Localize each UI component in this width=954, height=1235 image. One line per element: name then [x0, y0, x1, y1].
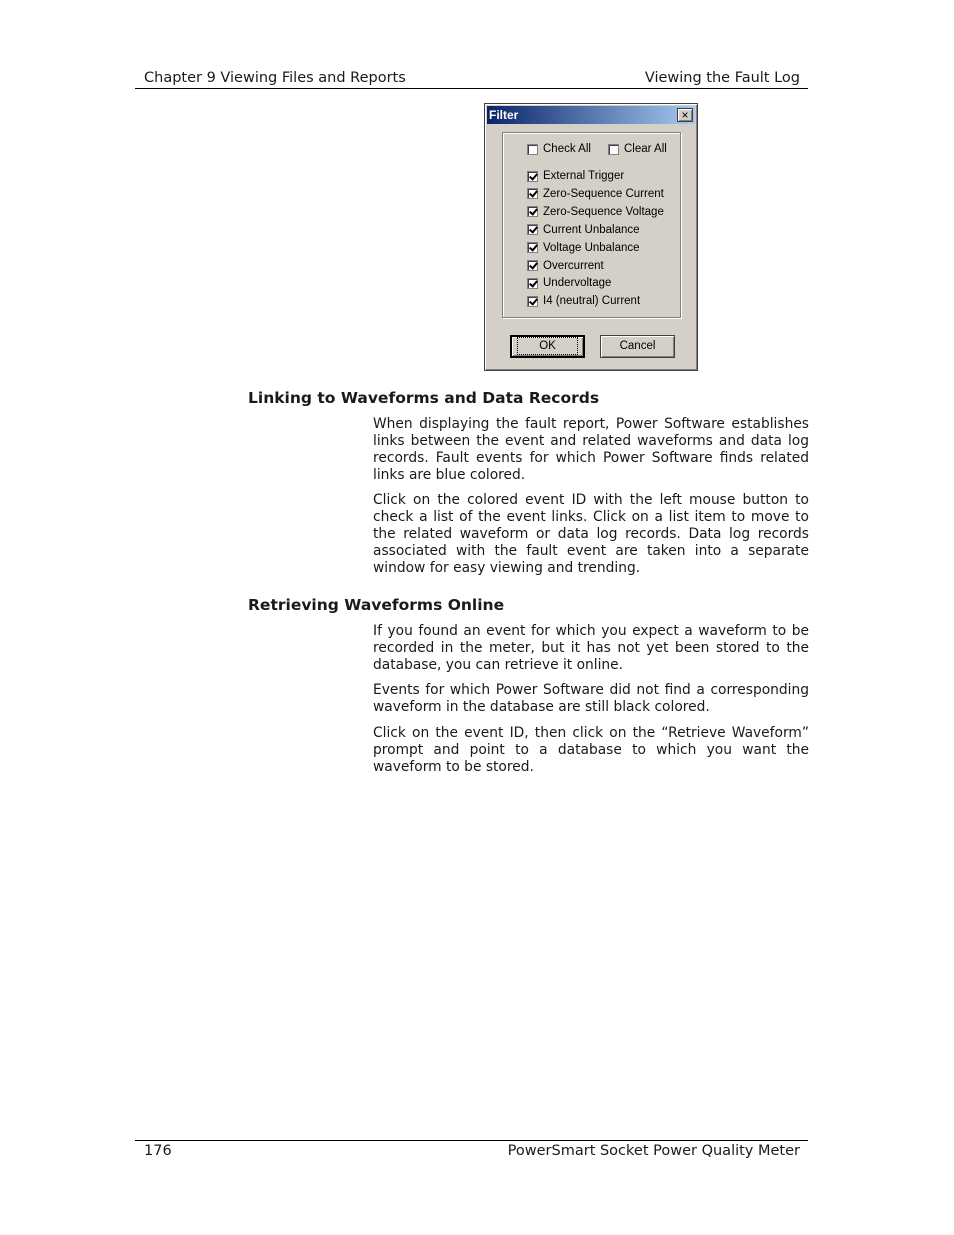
header-section: Viewing the Fault Log: [644, 70, 800, 86]
page-footer: [135, 1140, 808, 1163]
page-number: 176: [144, 1143, 172, 1159]
clear-all-label: Clear All: [624, 143, 667, 155]
filter-checkbox-label: Undervoltage: [543, 277, 612, 290]
checkbox-icon: [527, 260, 538, 271]
filter-checkbox[interactable]: [527, 188, 664, 200]
body-paragraph: Events for which Power Software did not find a corresponding waveform in the database are still black colored.: [373, 682, 809, 715]
filter-group: [502, 132, 681, 318]
checkbox-icon: [608, 144, 619, 155]
filter-checkbox[interactable]: [527, 206, 664, 218]
filter-checkbox[interactable]: [527, 242, 640, 254]
filter-dialog: [484, 103, 698, 371]
filter-checkbox[interactable]: [527, 295, 640, 307]
filter-checkbox[interactable]: [527, 260, 604, 272]
body-paragraph: If you found an event for which you expect a waveform to be recorded in the meter, but it has not yet been stored to the database, you can retrieve it online.: [373, 623, 809, 673]
body-paragraph: When displaying the fault report, Power Software establishes links between the event and related waveforms and data log records. Fault events for which Power Software finds related links are blue colored.: [373, 416, 809, 483]
cancel-button[interactable]: Cancel: [600, 335, 675, 358]
header-chapter: Chapter 9 Viewing Files and Reports: [144, 70, 406, 86]
check-all-label: Check All: [543, 143, 591, 155]
filter-checkbox[interactable]: [527, 224, 640, 236]
page-header: [135, 70, 808, 89]
close-icon[interactable]: ×: [677, 108, 693, 122]
filter-checkbox-label: External Trigger: [543, 170, 625, 182]
body-paragraph: Click on the event ID, then click on the “Retrieve Waveform” prompt and point to a database to which you want the waveform to be stored.: [373, 725, 809, 775]
checkbox-icon: [527, 296, 538, 307]
checkbox-icon: [527, 224, 538, 235]
section-heading-linking: Linking to Waveforms and Data Records: [248, 389, 600, 407]
checkbox-icon: [527, 242, 538, 253]
footer-product: PowerSmart Socket Power Quality Meter: [507, 1143, 800, 1159]
ok-button[interactable]: [510, 335, 585, 358]
filter-checkbox[interactable]: [527, 277, 611, 289]
filter-checkbox-label: Voltage Unbalance: [543, 241, 640, 254]
checkbox-icon: [527, 144, 538, 155]
checkbox-icon: [527, 278, 538, 289]
checkbox-icon: [527, 206, 538, 217]
filter-checkbox-label: Zero-Sequence Voltage: [543, 205, 664, 218]
checkbox-icon: [527, 188, 538, 199]
filter-checkbox-label: Current Unbalance: [543, 223, 640, 236]
checkbox-icon: [527, 171, 538, 182]
filter-checkbox-label: Overcurrent: [543, 259, 604, 272]
ok-label: OK: [519, 339, 576, 353]
filter-checkbox-label: Zero-Sequence Current: [543, 187, 664, 200]
dialog-titlebar: [487, 106, 695, 124]
section-heading-retrieving: Retrieving Waveforms Online: [248, 596, 505, 614]
dialog-title: Filter: [489, 108, 519, 122]
clear-all-checkbox[interactable]: [608, 143, 667, 155]
filter-checkbox-label: I4 (neutral) Current: [543, 295, 641, 308]
filter-checkbox[interactable]: [527, 170, 624, 182]
body-paragraph: Click on the colored event ID with the left mouse button to check a list of the event links. Click on a list item to move to the related waveform or data log records. Data log records associated with the fault event are taken into a separate window for easy viewing and trending.: [373, 492, 809, 576]
check-all-checkbox[interactable]: [527, 143, 591, 155]
